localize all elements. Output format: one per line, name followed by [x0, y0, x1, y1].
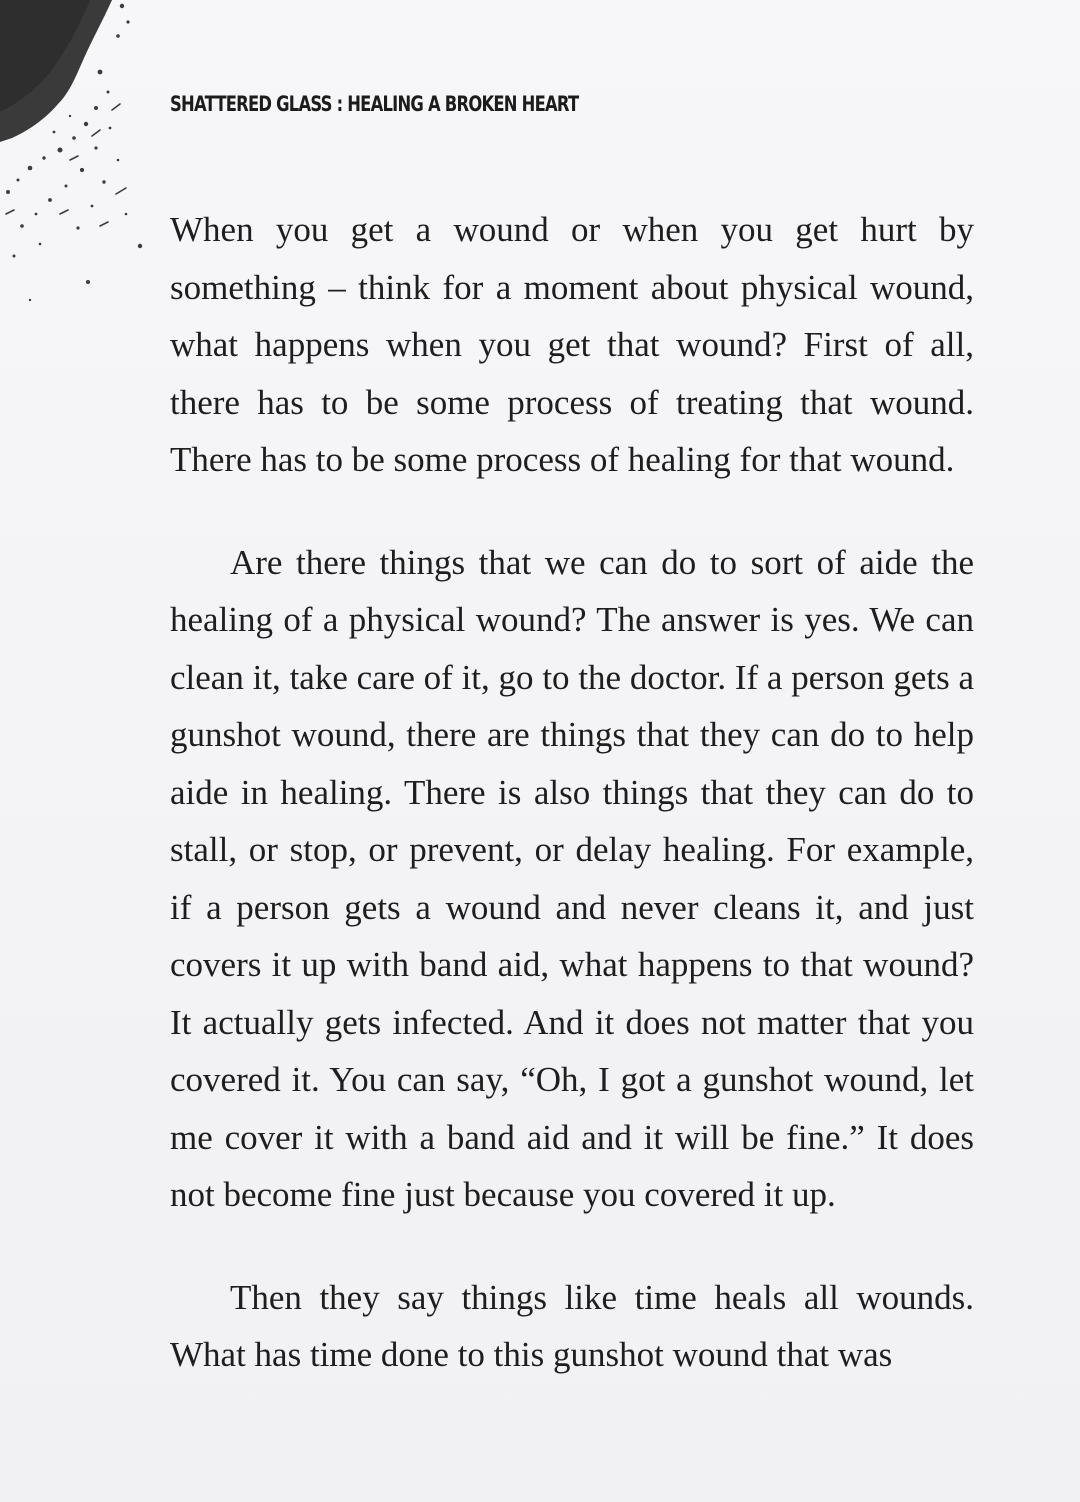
body-text: [170, 201, 974, 1429]
paragraph-3: Then they say things like time heals all wounds. What has time done to this gunshot wound that was: [170, 1277, 974, 1374]
running-head: SHATTERED GLASS : HEALING A BROKEN HEART: [170, 92, 579, 116]
paragraph-1: When you get a wound or when you get hurt by something – think for a moment about physical wound, what happens when you get that wound? First of all, there has to be some process of treating that wound. There has to be some process of healing for that wound.: [170, 210, 974, 479]
ink-splatter-decoration: [0, 0, 180, 320]
paragraph-2: Are there things that we can do to sort of aide the healing of a physical wound? The answer is yes. We can clean it, take care of it, go to the doctor. If a person gets a gunshot wound, there are things that they can do to help aide in healing. There is also things that they can do to stall, or stop, or prevent, or delay healing. For example, if a person gets a wound and never cleans it, and just covers it up with band aid, what happens to that wound? It actually gets infected. And it does not matter that you covered it. You can say, “Oh, I got a gunshot wound, let me cover it with a band aid and it will be fine.” It does not become fine just because you covered it up.: [170, 542, 974, 1214]
